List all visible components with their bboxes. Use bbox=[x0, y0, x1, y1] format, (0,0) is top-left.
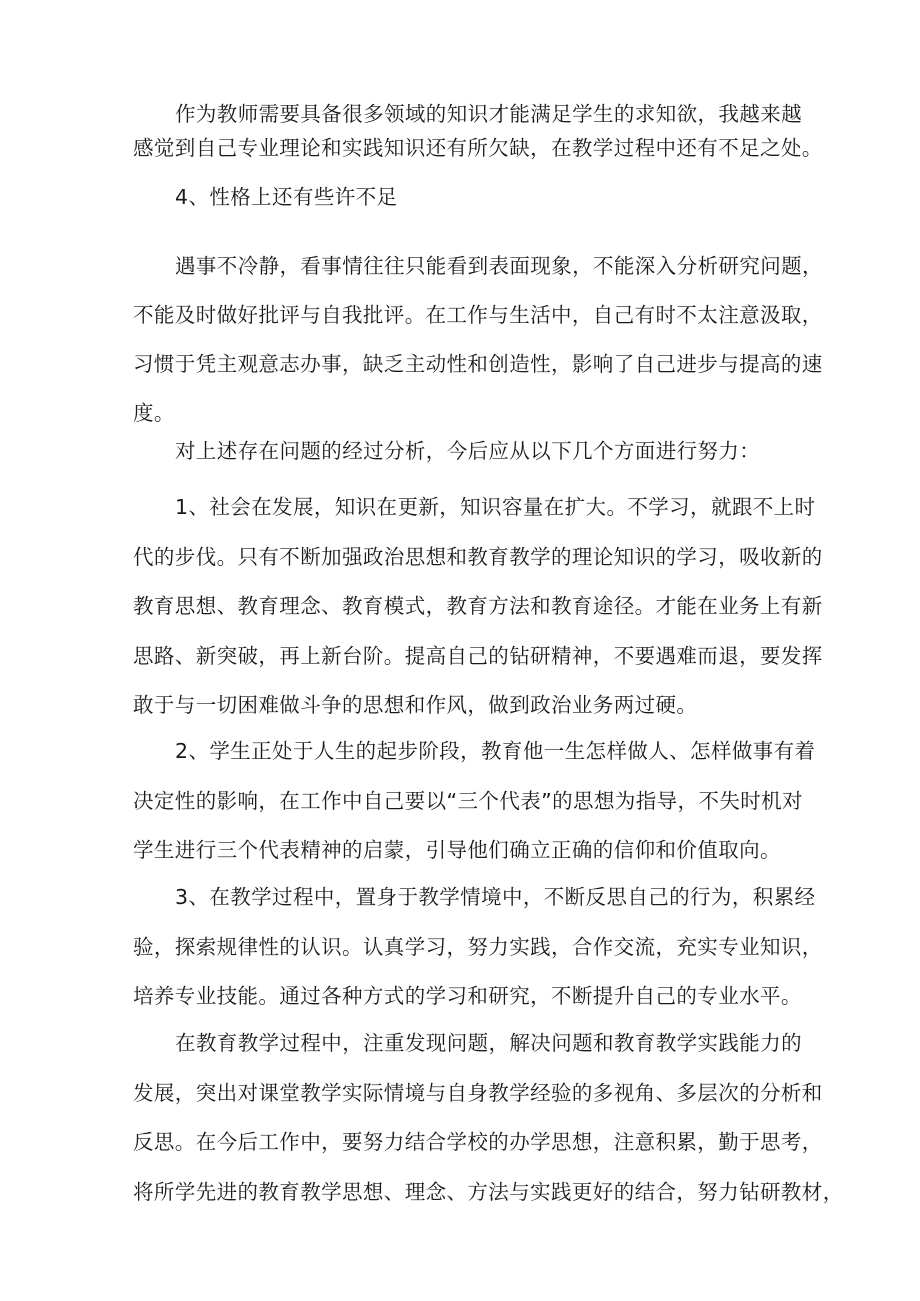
paragraph-line: 不能及时做好批评与自我批评。在工作与生活中，自己有时不太注意汲取， bbox=[133, 303, 823, 327]
heading-text: 4、性格上还有些许不足 bbox=[175, 185, 398, 209]
paragraph-line: 在教育教学过程中，注重发现问题，解决问题和教育教学实践能力的 bbox=[175, 1031, 802, 1055]
paragraph-line: 反思。在今后工作中，要努力结合学校的办学思想，注意积累，勤于思考， bbox=[133, 1130, 823, 1154]
paragraph-line: 决定性的影响，在工作中自己要以“三个代表”的思想为指导，不失时机对 bbox=[133, 788, 803, 813]
paragraph-line: 培养专业技能。通过各种方式的学习和研究，不断提升自己的专业水平。 bbox=[133, 984, 802, 1008]
paragraph-4 bbox=[133, 434, 805, 468]
list-item-2 bbox=[133, 727, 816, 876]
paragraph-line: 验，探索规律性的认识。认真学习，努力实践，合作交流，充实专业知识， bbox=[133, 934, 823, 959]
paragraph-line: 发展，突出对课堂教学实际情境与自身教学经验的多视角、多层次的分析和 bbox=[133, 1080, 823, 1105]
list-item-3 bbox=[133, 873, 823, 1022]
paragraph-line: 1、社会在发展，知识在更新，知识容量在扩大。不学习，就跟不上时 bbox=[175, 495, 816, 519]
paragraph-line: 思路、新突破，再上新台阶。提高自己的钻研精神，不要遇难而退，要发挥 bbox=[133, 643, 823, 668]
paragraph-line: 3、在教学过程中，置身于教学情境中，不断反思自己的行为，积累经 bbox=[175, 885, 816, 909]
paragraph-line: 教育思想、教育理念、教育模式，教育方法和教育途径。才能在业务上有新 bbox=[133, 594, 823, 618]
paragraph-line: 对上述存在问题的经过分析，今后应从以下几个方面进行努力： bbox=[175, 439, 761, 463]
paragraph-1 bbox=[133, 97, 823, 165]
paragraph-line: 敢于与一切困难做斗争的思想和作风，做到政治业务两过硬。 bbox=[133, 693, 698, 717]
paragraph-line: 代的步伐。只有不断加强政治思想和教育教学的理论知识的学习，吸收新的 bbox=[133, 544, 823, 569]
list-item-1 bbox=[133, 483, 823, 731]
paragraph-line: 学生进行三个代表精神的启蒙，引导他们确立正确的信仰和价值取向。 bbox=[133, 838, 781, 862]
section-heading-4 bbox=[133, 180, 805, 214]
paragraph-line: 将所学先进的教育教学思想、理念、方法与实践更好的结合，努力钻研教材， bbox=[133, 1179, 844, 1204]
paragraph-line: 度。 bbox=[133, 401, 175, 425]
paragraph-line: 遇事不冷静，看事情往往只能看到表面现象，不能深入分析研究问题， bbox=[175, 254, 823, 278]
paragraph-3 bbox=[133, 242, 823, 438]
paragraph-8 bbox=[133, 1019, 844, 1217]
paragraph-line: 2、学生正处于人生的起步阶段，教育他一生怎样做人、怎样做事有着 bbox=[175, 739, 816, 763]
paragraph-line: 作为教师需要具备很多领域的知识才能满足学生的求知欲，我越来越 bbox=[175, 102, 802, 126]
paragraph-line: 习惯于凭主观意志办事，缺乏主动性和创造性，影响了自己进步与提高的速 bbox=[133, 352, 823, 376]
paragraph-line: 感觉到自己专业理论和实践知识还有所欠缺，在教学过程中还有不足之处。 bbox=[133, 136, 823, 160]
